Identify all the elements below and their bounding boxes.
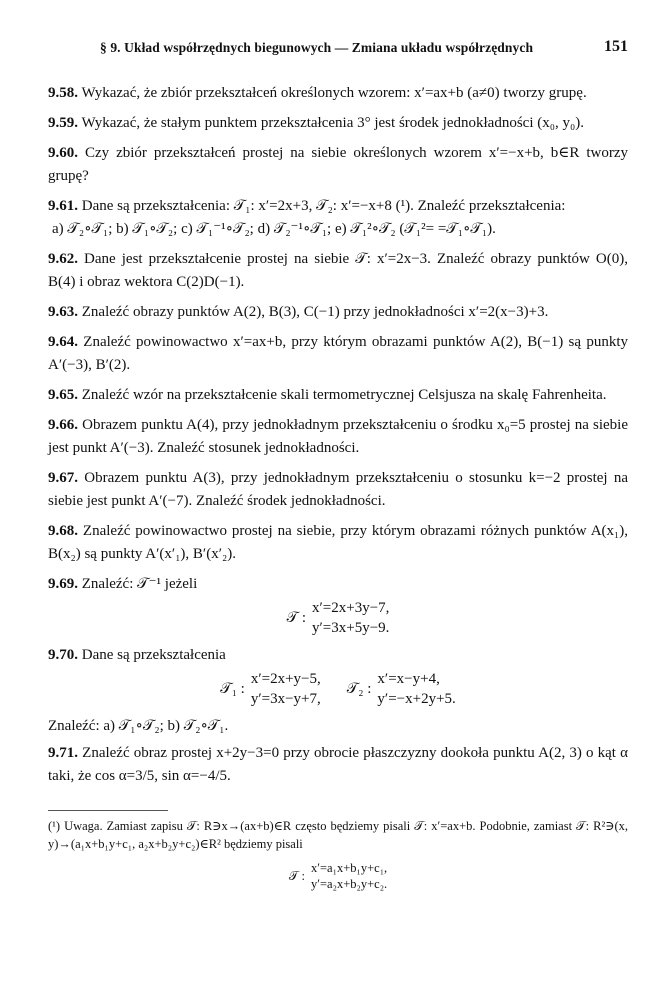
header-title: § 9. Układ współrzędnych biegunowych — Zmiana układu współrzędnych [100, 40, 534, 55]
exercise-9-66: 9.66. Obrazem punktu A(4), przy jednokładnym przekształceniu o środku x₀=5 prostej na siebie jest punkt A′(−3). Znaleźć stosunek jednokładności. [48, 417, 628, 456]
exercise-9-61-parts: a) 𝒯₂∘𝒯₁; b) 𝒯₁∘𝒯₂; c) 𝒯₁⁻¹∘𝒯₂; d) 𝒯₂⁻¹∘𝒯₁; e) 𝒯₁²∘𝒯₂ (𝒯₁²= =𝒯₁∘𝒯₁). [52, 221, 496, 237]
equation-label: 𝒯 : [286, 609, 306, 626]
footnote-equation-label: 𝒯 : [288, 869, 305, 883]
exercise-9-63: 9.63. Znaleźć obrazy punktów A(2), B(3), C(−1) przy jednokładności x′=2(x−3)+3. [48, 304, 549, 320]
exercise-9-70-find: Znaleźć: a) 𝒯₁∘𝒯₂; b) 𝒯₂∘𝒯₁. [48, 718, 229, 734]
exercise-9-58: 9.58. Wykazać, że zbiór przekształceń określonych wzorem: x′=ax+b (a≠0) tworzy grupę. [48, 85, 587, 101]
equation-system: x′=2x+3y−7, y′=3x+5y−9. [312, 600, 390, 636]
exercise-9-69: 9.69. Znaleźć: 𝒯⁻¹ jeżeli [48, 576, 198, 592]
exercise-list [48, 82, 628, 892]
exercise-9-65: 9.65. Znaleźć wzór na przekształcenie skali termometrycznej Celsjusza na skalę Fahrenheita. [48, 387, 607, 403]
equation-label-t1: 𝒯₁ : [220, 680, 245, 697]
exercise-9-61: 9.61. Dane są przekształcenia: 𝒯₁: x′=2x+3, 𝒯₂: x′=−x+8 (¹). Znaleźć przekształcenia: [48, 198, 566, 214]
equation-label-t2: 𝒯₂ : [346, 680, 372, 697]
exercise-9-62: 9.62. Dane jest przekształcenie prostej na siebie 𝒯: x′=2x−3. Znaleźć obrazy punktów O(0), B(4) i obraz wektora C(2)D(−1). [48, 251, 628, 290]
equation-system-t2: x′=x−y+4, y′=−x+2y+5. [377, 671, 456, 707]
footnote-equation [48, 860, 628, 892]
page [48, 38, 628, 892]
equation-9-70 [48, 669, 628, 709]
page-number: 151 [604, 38, 628, 55]
exercise-9-59: 9.59. Wykazać, że stałym punktem przekształcenia 3° jest środek jednokładności (x₀, y₀). [48, 115, 584, 131]
footnote-equation-system: x′=a₁x+b₁y+c₁, y′=a₂x+b₂y+c₂. [311, 861, 388, 891]
footnote-divider [48, 810, 168, 811]
exercise-9-68: 9.68. Znaleźć powinowactwo prostej na siebie, przy którym obrazami różnych punktów A(x₁), B(x₂) są punkty A′(x′₁), B′(x′₂). [48, 523, 628, 562]
exercise-9-70: 9.70. Dane są przekształcenia [48, 647, 226, 663]
equation-9-69 [48, 598, 628, 638]
exercise-9-64: 9.64. Znaleźć powinowactwo x′=ax+b, przy którym obrazami punktów A(2), B(−1) są punkty A′(−3), B′(2). [48, 334, 628, 373]
equation-system-t1: x′=2x+y−5, y′=3x−y+7, [250, 671, 321, 707]
running-header [48, 38, 628, 60]
exercise-9-71: 9.71. Znaleźć obraz prostej x+2y−3=0 przy obrocie płaszczyzny dookoła punktu A(2, 3) o kąt α taki, że cos α=3/5, sin α=−4/5. [48, 745, 628, 784]
exercise-9-60: 9.60. Czy zbiór przekształceń prostej na siebie określonych wzorem x′=−x+b, b∈R tworzy grupę? [48, 145, 628, 184]
footnote: (¹) Uwaga. Zamiast zapisu 𝒯: R∋x→(ax+b)∈R często będziemy pisali 𝒯: x′=ax+b. Podobnie, zamiast 𝒯: R²∋(x, y)→(a₁x+b₁y+c₁, a₂x+b₂y+c₂)∈R² będziemy pisali [48, 819, 628, 851]
exercise-9-67: 9.67. Obrazem punktu A(3), przy jednokładnym przekształceniu o stosunku k=−2 prostej na siebie jest punkt A′(−7). Znaleźć środek jednokładności. [48, 470, 628, 509]
